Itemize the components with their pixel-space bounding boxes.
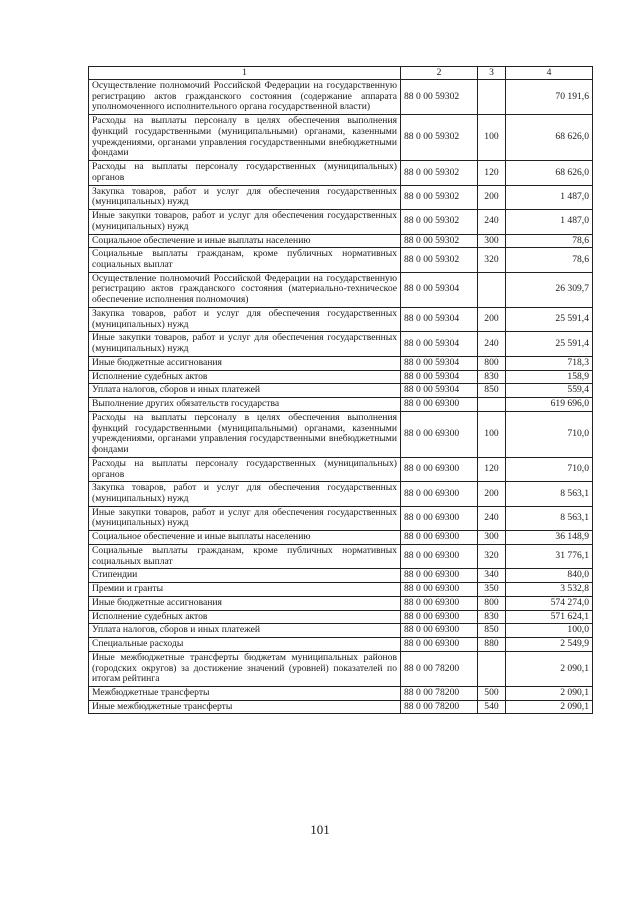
- row-code: 88 0 00 59304: [401, 356, 478, 370]
- row-code: 88 0 00 69300: [401, 624, 478, 638]
- table-row: [89, 356, 593, 370]
- row-amount: 571 624,1: [506, 610, 593, 624]
- row-amount: 559,4: [506, 384, 593, 398]
- row-amount: 1 487,0: [506, 185, 593, 209]
- row-expense-type: 500: [478, 686, 506, 700]
- row-name: Специальные расходы: [89, 638, 401, 652]
- row-name: Уплата налогов, сборов и иных платежей: [89, 384, 401, 398]
- table-row: [89, 80, 593, 115]
- row-name: Осуществление полномочий Российской Федерации на государственную регистрацию актов гражданского состояния (материально-техническое обеспечение исполнения полномочия): [89, 272, 401, 307]
- row-expense-type: 880: [478, 638, 506, 652]
- row-code: 88 0 00 59302: [401, 210, 478, 234]
- table-row: [89, 638, 593, 652]
- row-expense-type: 320: [478, 248, 506, 272]
- row-amount: 1 487,0: [506, 210, 593, 234]
- table-row: [89, 307, 593, 331]
- row-expense-type: 240: [478, 506, 506, 530]
- row-amount: 2 090,1: [506, 700, 593, 714]
- row-amount: 158,9: [506, 370, 593, 384]
- row-expense-type: 200: [478, 307, 506, 331]
- header-row: [89, 67, 593, 80]
- row-amount: 2 090,1: [506, 651, 593, 686]
- row-code: 88 0 00 69300: [401, 596, 478, 610]
- row-name: Расходы на выплаты персоналу государственных (муниципальных) органов: [89, 457, 401, 481]
- row-amount: 840,0: [506, 569, 593, 583]
- row-name: Иные закупки товаров, работ и услуг для обеспечения государственных (муниципальных) нужд: [89, 332, 401, 356]
- row-code: 88 0 00 69300: [401, 482, 478, 506]
- table-row: [89, 651, 593, 686]
- row-expense-type: 830: [478, 610, 506, 624]
- row-code: 88 0 00 59304: [401, 370, 478, 384]
- row-expense-type: 320: [478, 544, 506, 568]
- row-amount: 31 776,1: [506, 544, 593, 568]
- row-code: 88 0 00 59302: [401, 115, 478, 161]
- row-expense-type: 850: [478, 384, 506, 398]
- row-amount: 70 191,6: [506, 80, 593, 115]
- row-name: Исполнение судебных актов: [89, 370, 401, 384]
- table-row: [89, 700, 593, 714]
- row-code: 88 0 00 59302: [401, 80, 478, 115]
- row-amount: 68 626,0: [506, 161, 593, 185]
- row-code: 88 0 00 69300: [401, 638, 478, 652]
- row-code: 88 0 00 69300: [401, 398, 478, 412]
- row-code: 88 0 00 59304: [401, 384, 478, 398]
- row-code: 88 0 00 69300: [401, 583, 478, 597]
- row-expense-type: 100: [478, 411, 506, 457]
- header-column-1: 1: [89, 67, 401, 80]
- row-amount: 78,6: [506, 248, 593, 272]
- row-expense-type: 200: [478, 185, 506, 209]
- row-expense-type: 540: [478, 700, 506, 714]
- row-name: Социальные выплаты гражданам, кроме публичных нормативных социальных выплат: [89, 544, 401, 568]
- row-name: Осуществление полномочий Российской Федерации на государственную регистрацию актов гражданского состояния (содержание аппарата уполномоченного исполнительного органа государственной власти): [89, 80, 401, 115]
- row-expense-type: 300: [478, 234, 506, 248]
- table-row: [89, 544, 593, 568]
- row-name: Иные закупки товаров, работ и услуг для обеспечения государственных (муниципальных) нужд: [89, 210, 401, 234]
- header-column-2: 2: [401, 67, 478, 80]
- row-name: Закупка товаров, работ и услуг для обеспечения государственных (муниципальных) нужд: [89, 307, 401, 331]
- row-expense-type: 240: [478, 332, 506, 356]
- row-expense-type: 830: [478, 370, 506, 384]
- row-expense-type: 120: [478, 161, 506, 185]
- row-code: 88 0 00 59304: [401, 332, 478, 356]
- row-expense-type: [478, 80, 506, 115]
- row-code: 88 0 00 78200: [401, 651, 478, 686]
- row-name: Социальные выплаты гражданам, кроме публичных нормативных социальных выплат: [89, 248, 401, 272]
- table-row: [89, 272, 593, 307]
- row-name: Закупка товаров, работ и услуг для обеспечения государственных (муниципальных) нужд: [89, 185, 401, 209]
- table-row: [89, 482, 593, 506]
- table-row: [89, 210, 593, 234]
- row-amount: 78,6: [506, 234, 593, 248]
- row-expense-type: 200: [478, 482, 506, 506]
- budget-table: [88, 66, 593, 714]
- row-name: Уплата налогов, сборов и иных платежей: [89, 624, 401, 638]
- table-row: [89, 185, 593, 209]
- row-expense-type: [478, 651, 506, 686]
- table-row: [89, 370, 593, 384]
- row-code: 88 0 00 59304: [401, 272, 478, 307]
- row-code: 88 0 00 69300: [401, 544, 478, 568]
- row-name: Иные межбюджетные трансферты: [89, 700, 401, 714]
- row-expense-type: 800: [478, 356, 506, 370]
- row-name: Социальное обеспечение и иные выплаты населению: [89, 234, 401, 248]
- row-name: Исполнение судебных актов: [89, 610, 401, 624]
- row-amount: 100,0: [506, 624, 593, 638]
- table-row: [89, 583, 593, 597]
- row-amount: 25 591,4: [506, 307, 593, 331]
- row-expense-type: 800: [478, 596, 506, 610]
- table-row: [89, 115, 593, 161]
- row-code: 88 0 00 69300: [401, 610, 478, 624]
- row-expense-type: [478, 398, 506, 412]
- table-header: [89, 67, 593, 80]
- table-row: [89, 686, 593, 700]
- row-amount: 710,0: [506, 457, 593, 481]
- row-expense-type: 240: [478, 210, 506, 234]
- row-amount: 2 549,9: [506, 638, 593, 652]
- table-row: [89, 234, 593, 248]
- row-code: 88 0 00 78200: [401, 686, 478, 700]
- row-code: 88 0 00 69300: [401, 506, 478, 530]
- row-amount: 68 626,0: [506, 115, 593, 161]
- table-row: [89, 384, 593, 398]
- row-code: 88 0 00 69300: [401, 569, 478, 583]
- row-amount: 25 591,4: [506, 332, 593, 356]
- row-expense-type: 120: [478, 457, 506, 481]
- header-column-4: 4: [506, 67, 593, 80]
- row-expense-type: 100: [478, 115, 506, 161]
- table-row: [89, 531, 593, 545]
- row-name: Премии и гранты: [89, 583, 401, 597]
- table-row: [89, 610, 593, 624]
- page-number: 101: [310, 822, 330, 837]
- row-name: Выполнение других обязательств государства: [89, 398, 401, 412]
- table-row: [89, 569, 593, 583]
- row-code: 88 0 00 78200: [401, 700, 478, 714]
- row-expense-type: 350: [478, 583, 506, 597]
- table-row: [89, 457, 593, 481]
- row-code: 88 0 00 69300: [401, 411, 478, 457]
- row-code: 88 0 00 59302: [401, 185, 478, 209]
- row-code: 88 0 00 59302: [401, 248, 478, 272]
- row-name: Иные закупки товаров, работ и услуг для обеспечения государственных (муниципальных) нужд: [89, 506, 401, 530]
- row-amount: 8 563,1: [506, 482, 593, 506]
- row-code: 88 0 00 69300: [401, 457, 478, 481]
- row-name: Расходы на выплаты персоналу в целях обеспечения выполнения функций государственными (муниципальными) органами, казенными учреждениями, органами управления государственными внебюджетными фондами: [89, 411, 401, 457]
- row-amount: 718,3: [506, 356, 593, 370]
- row-amount: 710,0: [506, 411, 593, 457]
- row-name: Социальное обеспечение и иные выплаты населению: [89, 531, 401, 545]
- table-row: [89, 411, 593, 457]
- table-row: [89, 506, 593, 530]
- row-name: Иные бюджетные ассигнования: [89, 356, 401, 370]
- row-code: 88 0 00 69300: [401, 531, 478, 545]
- row-amount: 574 274,0: [506, 596, 593, 610]
- table-row: [89, 161, 593, 185]
- table-row: [89, 398, 593, 412]
- row-expense-type: 300: [478, 531, 506, 545]
- row-amount: 8 563,1: [506, 506, 593, 530]
- row-amount: 26 309,7: [506, 272, 593, 307]
- table-body: [89, 80, 593, 714]
- row-amount: 2 090,1: [506, 686, 593, 700]
- row-amount: 36 148,9: [506, 531, 593, 545]
- row-amount: 3 532,8: [506, 583, 593, 597]
- row-expense-type: [478, 272, 506, 307]
- header-column-3: 3: [478, 67, 506, 80]
- row-name: Расходы на выплаты персоналу в целях обеспечения выполнения функций государственными (муниципальными) органами, казенными учреждениями, органами управления государственными внебюджетными фондами: [89, 115, 401, 161]
- row-amount: 619 696,0: [506, 398, 593, 412]
- table-row: [89, 332, 593, 356]
- row-expense-type: 340: [478, 569, 506, 583]
- row-code: 88 0 00 59304: [401, 307, 478, 331]
- row-expense-type: 850: [478, 624, 506, 638]
- row-name: Расходы на выплаты персоналу государственных (муниципальных) органов: [89, 161, 401, 185]
- row-name: Иные межбюджетные трансферты бюджетам муниципальных районов (городских округов) за достижение значений (уровней) показателей по итогам рейтинга: [89, 651, 401, 686]
- table-row: [89, 248, 593, 272]
- row-name: Межбюджетные трансферты: [89, 686, 401, 700]
- row-code: 88 0 00 59302: [401, 161, 478, 185]
- row-code: 88 0 00 59302: [401, 234, 478, 248]
- row-name: Закупка товаров, работ и услуг для обеспечения государственных (муниципальных) нужд: [89, 482, 401, 506]
- table-row: [89, 596, 593, 610]
- table-row: [89, 624, 593, 638]
- row-name: Стипендии: [89, 569, 401, 583]
- row-name: Иные бюджетные ассигнования: [89, 596, 401, 610]
